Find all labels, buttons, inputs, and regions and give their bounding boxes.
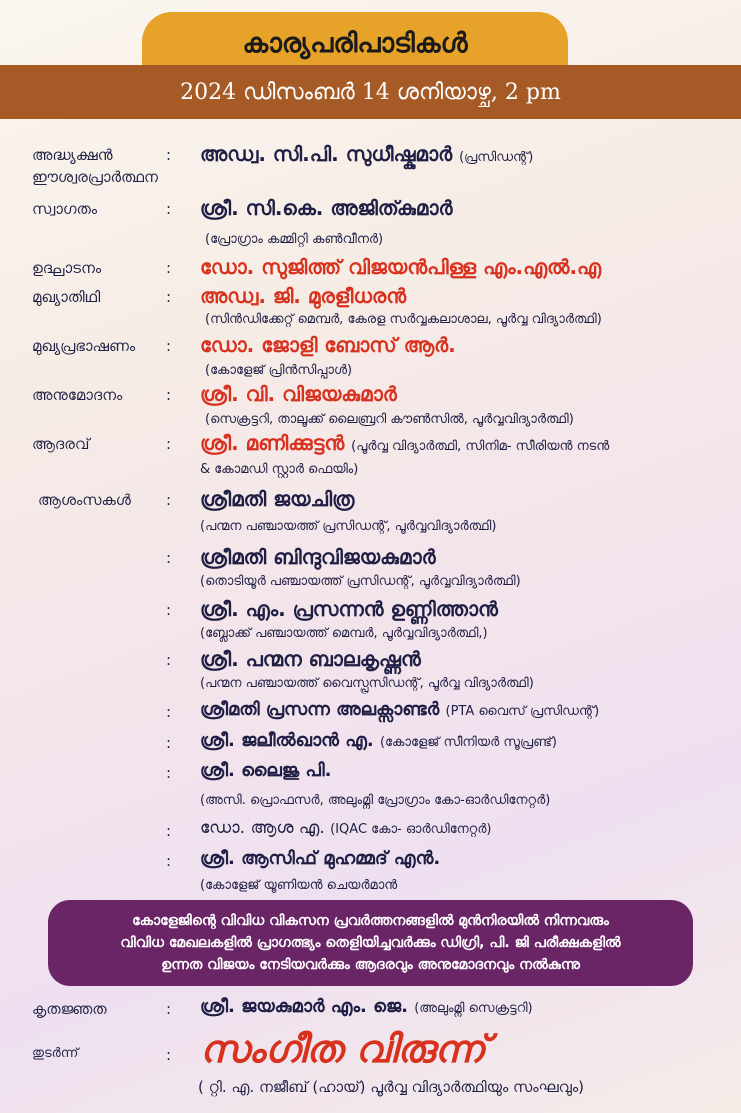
person-role: (ബ്ലോക്ക് പഞ്ചായത്ത് മെമ്പർ, പൂർവ്വവിദ്യാർത്ഥി,) [200,626,488,641]
bullet-dot: : [166,703,172,721]
person-role: (പ്രോഗ്രാം കമ്മിറ്റി കൺവീനർ) [205,232,384,247]
person-note: (പ്രസിഡന്റ്) [459,150,534,165]
person-name: ശ്രീ. ജലീൽഖാൻ എ. (കോളേജ് സീനിയർ സൂപ്രണ്ട്) [200,730,557,751]
person-name: ശ്രീ. പന്മന ബാലകൃഷ്ണൻ [200,647,421,671]
colon: : [166,200,172,218]
colon: : [166,435,172,453]
person-name: ഡോ. ജോളി ബോസ് ആർ. [200,333,456,357]
person-role: (സിൻഡിക്കേറ്റ് മെമ്പർ, കേരള സർവ്വകലാശാല, പൂർവ്വ വിദ്യാർത്ഥി) [205,312,602,327]
person-role: & കോമഡി സ്റ്റാർ ഫെയിം) [200,462,359,477]
person-name: ശ്രീമതി ബിന്ദുവിജയകുമാർ [200,545,436,569]
colon: : [166,1046,172,1064]
person-role: (പന്മന പഞ്ചായത്ത് പ്രസിഡന്റ്, പൂർവ്വവിദ്യാർത്ഥി) [200,519,497,534]
person-role: (കോളേജ് യൂണിയൻ ചെയർമാൻ [200,878,398,893]
person-role: (കോളേജ് പ്രിൻസിപ്പാൾ) [205,363,353,378]
bullet-dot: : [166,822,172,840]
recognition-banner [48,900,693,986]
person-role: (തൊടിയൂർ പഞ്ചായത്ത് പ്രസിഡന്റ്, പൂർവ്വവിദ്യാർത്ഥി) [200,574,521,589]
person-name: ഡോ. ആശ എ. (IQAC കോ- ഓർഡിനേറ്റർ) [200,818,492,838]
colon: : [166,386,172,404]
person-role: (പന്മന പഞ്ചായത്ത് വൈസ്പ്രസിഡന്റ്, പൂർവ്വ വിദ്യാർത്ഥി) [200,676,534,691]
row-label: മുഖ്യപ്രഭാഷണം [32,337,136,355]
bullet-dot: : [166,764,172,782]
music-feast-title: സംഗീത വിരുന്ന് [200,1026,486,1071]
date-band [0,65,741,119]
program-title-tab [142,12,568,70]
program-title: കാര്യപരിപാടികൾ [242,28,468,59]
person-name: ശ്രീ. സി.കെ. അജിത്കുമാർ [200,196,453,220]
bullet-dot: : [166,601,172,619]
person-name: ശ്രീ. എം. പ്രസന്നൻ ഉണ്ണിത്താൻ [200,597,498,621]
bullet-dot: : [166,549,172,567]
person-name: ശ്രീ. ആസിഫ് മുഹമ്മദ് എൻ. [200,848,441,869]
person-name: ശ്രീ. ജയകുമാർ എം. ജെ. (അലുംമ്നി സെക്രട്ടറി) [200,996,533,1017]
person-name: ശ്രീ. മണിക്കുട്ടൻ (പൂർവ്വ വിദ്യാർത്ഥി, സിനിമ- സീരിയൻ നടൻ [200,431,610,455]
row-label: സ്വാഗതം [32,200,98,218]
person-name: ശ്രീമതി പ്രസന്ന അലക്സാണ്ടർ (PTA വൈസ് പ്രസിഡന്റ്) [200,699,600,720]
row-label: തുടർന്ന് [32,1046,79,1061]
banner-line: കോളേജിന്റെ വിവിധ വികസന പ്രവർത്തനങ്ങളിൽ മുൻനിരയിൽ നിന്നവരും [132,913,609,929]
person-note: (IQAC കോ- ഓർഡിനേറ്റർ) [330,822,492,837]
person-note: (പൂർവ്വ വിദ്യാർത്ഥി, സിനിമ- സീരിയൻ നടൻ [351,439,610,454]
person-role: (സെക്രട്ടറി, താലൂക്ക് ലൈബ്രറി കൗൺസിൽ, പൂർവ്വവിദ്യാർത്ഥി) [205,412,574,427]
person-name: ഡോ. സുജിത്ത് വിജയൻപിള്ള എം.എൽ.എ [200,255,602,279]
person-note: (PTA വൈസ് പ്രസിഡന്റ്) [445,704,600,719]
person-note: (അലുംമ്നി സെക്രട്ടറി) [414,1001,533,1016]
row-label: അദ്ധ്യക്ഷൻ [32,146,113,164]
row-label: കൃതജ്ഞത [32,1000,107,1018]
row-label: ആദരവ് [32,435,90,453]
colon: : [166,337,172,355]
person-note: (കോളേജ് സീനിയർ സൂപ്രണ്ട്) [379,735,557,750]
colon: : [166,1000,172,1018]
colon: : [166,491,172,509]
colon: : [166,288,172,306]
row-label: മുഖ്യാതിഥി [32,288,101,306]
bullet-dot: : [166,852,172,870]
colon: : [166,259,172,277]
person-name: അഡ്വ. സി.പി. സുധീഷ്കുമാർ (പ്രസിഡന്റ്) [200,142,534,166]
event-date: 2024 ഡിസംബർ 14 ശനിയാഴ്ച, 2 pm [180,79,561,105]
person-role: (അസി. പ്രൊഫസർ, അലുംമ്നി പ്രോഗ്രാം കോ-ഓർഡിനേറ്റർ) [200,793,551,808]
colon: : [166,146,172,164]
performer-line: ( റ്റി. എ. നജീബ് (ഹായ്) പൂർവ്വ വിദ്യാർത്ഥിയും സംഘവും) [198,1078,584,1096]
bullet-dot: : [166,734,172,752]
banner-line: വിവിധ മേഖലകളിൽ പ്രാഗത്ഭ്യം തെളിയിച്ചവർക്കും ഡിഗ്രി, പി. ജി പരീക്ഷകളിൽ [120,935,621,951]
row-label: ആശംസകൾ [38,491,131,509]
row-label: ഈശ്വരപ്രാർത്ഥന [32,168,158,186]
person-name: ശ്രീ. ലൈജു പി. [200,760,332,781]
row-label: ഉദ്ഘാടനം [32,259,102,277]
person-name: ശ്രീമതി ജയചിത്ര [200,487,355,511]
banner-line: ഉന്നത വിജയം നേടിയവർക്കും ആദരവും അനുമോദനവും നൽകുന്നു [161,957,580,973]
person-name: ശ്രീ. വി. വിജയകുമാർ [200,382,397,406]
bullet-dot: : [166,651,172,669]
row-label: അനുമോദനം [32,386,123,404]
person-name: അഡ്വ. ജി. മുരളീധരൻ [200,284,407,308]
